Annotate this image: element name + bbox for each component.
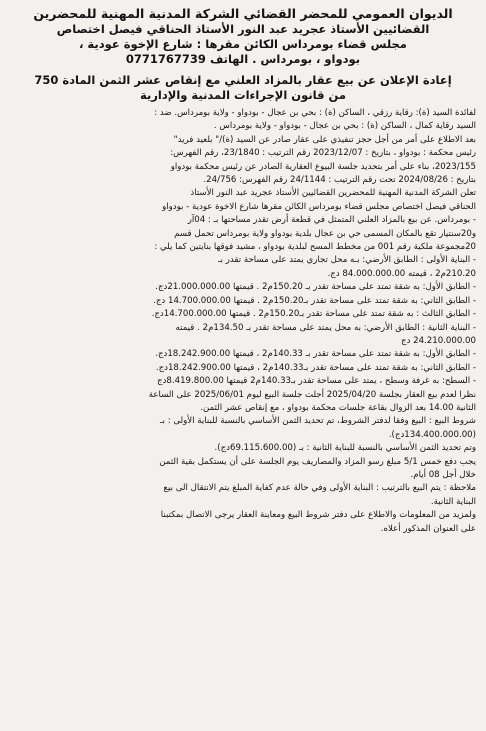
body-line: - الطابق الثاني: به شقة تمتد على مساحة تقدر بـ140.33م2 ، قيمتها 18.242.900.00دج.	[155, 362, 476, 373]
body-line: نظرا لعدم بيع العقار بجلسة 2025/04/20 أجلت جلسة البيع ليوم 2025/06/01 على الساعة	[148, 389, 476, 400]
body-line: رئيس محكمة : بودواو ، بتاريخ : 2023/12/07 رقم الترتيب : 23/1840، رقم الفهرس:	[170, 148, 476, 159]
body-line: الحناقي فيصل اختصاص مجلس قضاء بومرداس الكائن مقرها شارع الاخوة عودية - بودواو	[162, 201, 476, 212]
body-line: - الطابق الأول: به شقة تمتد على مساحة تقدر بـ 150.20م2 . قيمتها 21.000.000.00دج.	[155, 282, 476, 293]
body-line: وتم تحديد الثمن الأساسي بالنسبة للبناية الثانية : بـ (69.115.600.00دج).	[214, 443, 476, 454]
body-line: ولمزيد من المعلومات والاطلاع على دفتر شروط البيع ومعاينة العقار يرجى الاتصال بمكتبنا	[160, 510, 476, 521]
header-line-1: الديوان العمومي للمحضر القضائي الشركة المدنية المهنية للمحضرين	[33, 6, 453, 21]
body-line: البناية الثانية.	[430, 496, 476, 507]
body-line: ملاحظة : يتم البيع بالترتيب : البناية الأولى وفي حالة عدم كفاية المبلغ يتم الانتقال الى بيع	[163, 483, 476, 494]
title-line-1: إعادة الإعلان عن بيع عقار بالمزاد العلني مع إنقاص عشر الثمن المادة 750	[34, 73, 452, 87]
body-line: - الطابق الثاني: به شقة تمتد على مساحة تقدر بـ150.20م2 . قيمتها 14.700.000.00 دج.	[153, 295, 476, 306]
notice-body	[10, 107, 476, 536]
body-line: (134.400.000.00دج).	[388, 429, 476, 440]
body-line: - الطابق الأول: به شقة تمتد على مساحة تقدر بـ 140.33م2 ، قيمتها 18.242.900.00دج.	[155, 349, 476, 360]
body-line: و20سنتيار تقع بالمكان المسمى حي بن عجال بلدية بودواو ولاية بومرداس تحمل قسم	[174, 228, 476, 239]
body-line: - البناية الأولى : الطابق الأرضي: بـه محل تجاري يمتد على مساحة تقدر بـ	[218, 255, 476, 266]
title-line-2: من قانون الإجراءات المدنية والإدارية	[140, 88, 346, 102]
body-line: شروط البيع : البيع وفقا لدفتر الشروط، تم تحديد الثمن الأساسي بالنسبة للبناية الأولى : بـ	[160, 416, 476, 427]
body-line: بعد الاطلاع على أمر من أجل حجز تنفيذي على عقار صادر عن السيد (ة)/" بلعيد فريد"	[173, 134, 476, 145]
body-line: السيد رقاية كمال ، الساكن (ة) : بحي بن عجال - بودواو - ولاية بومرداس .	[213, 121, 476, 132]
body-line: 20مجموعة ملكية رقم 001 من مخطط المسح لبلدية بودواو ، مشيد فوقها بنايتين كما يلي :	[154, 242, 476, 253]
body-line: - البناية الثانية : الطابق الأرضي: به محل يمتد على مساحة تقدر بـ 134.50م2 . قيمته	[175, 322, 476, 333]
body-line: 210.20م2 ، قيمته 84.000.000.00 دج.	[327, 268, 476, 279]
body-line: - بومرداس. عن بيع بالمزاد العلني المتمثل في قطعة أرض تقدر مساحتها بـ : 04آر	[187, 215, 476, 226]
header-line-3: مجلس قضاء بومرداس الكائن مقرها : شارع الإخوة عودية ،	[79, 37, 407, 51]
header-line-2: القضائيين الأستاذ عجريد عبد النور الأستاذ الحناقي فيصل اختصاص	[56, 22, 430, 36]
body-line: على العنوان المذكور أعلاه.	[380, 523, 476, 534]
body-line: - السطح: به غرفة وسطح ، يمتد على مساحة تقدر بـ140.33م2 قيمتها 8.419.800.00دج	[157, 376, 476, 387]
body-line: يجب دفع خمس 5/1 مبلغ رسو المزاد والمصاريف يوم الجلسة على أن يستكمل بقية الثمن	[159, 456, 476, 467]
body-line: تعلن الشركة المدنية المهنية للمحضرين القضائيين الأستاذ عجريد عبد النور الأستاذ	[190, 188, 476, 199]
body-line: بتاريخ : 2024/08/26 تحت رقم الترتيب : 24/1144 رقم الفهرس: 24/756.	[203, 175, 476, 186]
header-line-4: بودواو ، بومرداس . الهاتف 0771767739	[125, 52, 361, 66]
body-line: الثانية 14.00 بعد الزوال بقاعة جلسات محكمة بودواو ، مع إنقاص عشر الثمن.	[200, 402, 476, 413]
body-line: خلال أجل 08 أيام.	[410, 469, 476, 480]
notice-title	[10, 73, 476, 103]
body-line: 24.210.000.00 دج	[401, 335, 476, 346]
office-header	[10, 6, 476, 67]
body-line: لفائدة السيد (ة): رقاية رزقي ، الساكن (ة) : بحي بن عجال - بودواو - ولاية بومرداس. ضد :	[154, 108, 476, 118]
body-line: 2023/155، بناء على أمر بتحديد جلسة البيوع العقارية الصادر عن رئيس محكمة بودواو	[170, 161, 476, 172]
body-line: - الطابق الثالث : به شقة تمتد على مساحة تقدر بـ150.20م2 . قيمتها 14.700.000.00دج.	[151, 309, 476, 320]
